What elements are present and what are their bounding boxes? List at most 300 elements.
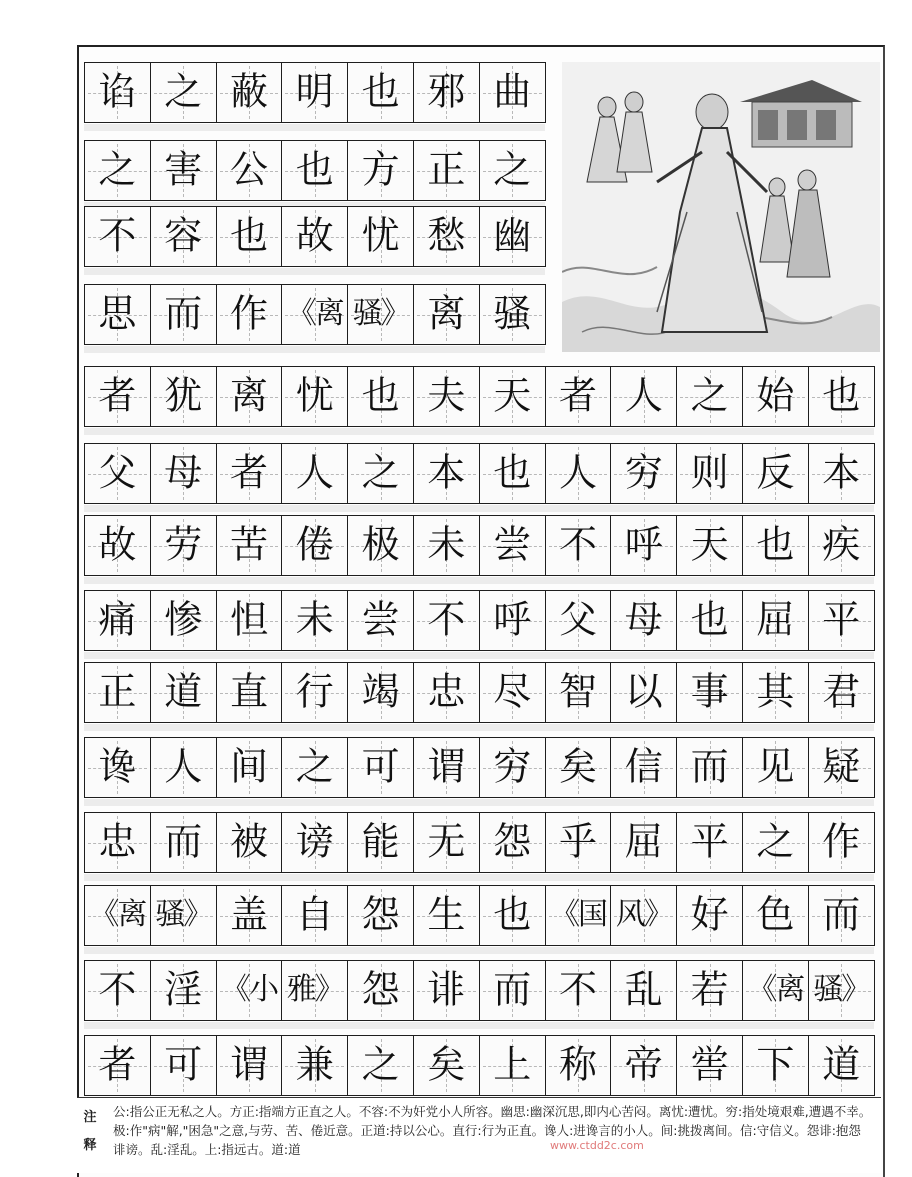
grid-character: 父 [558,596,597,641]
grid-character: 不 [98,212,137,257]
row-divider [84,652,874,659]
grid-cell [216,366,283,427]
grid-character: 之 [756,818,795,863]
grid-cell [216,284,283,345]
grid-cell [413,812,480,873]
grid-character: 曲 [493,68,532,113]
grid-cell [150,62,217,123]
grid-character: 乎 [558,818,597,863]
grid-character: 故 [295,212,334,257]
grid-character: 而 [164,818,203,863]
grid-character: 兼 [295,1041,334,1086]
grid-cell [84,140,151,201]
grid-character: 离 [229,372,268,417]
grid-cell [84,284,151,345]
grid-character: 骚》 [813,971,870,1007]
grid-character: 竭 [361,668,400,713]
grid-cell [545,443,612,504]
grid-character: 父 [98,449,137,494]
grid-cell [347,62,414,123]
grid-cell [281,366,348,427]
grid-character: 不 [427,596,466,641]
grid-cell [808,737,875,798]
grid-cell [347,812,414,873]
grid-cell [413,206,480,267]
grid-cell [150,284,217,345]
grid-cell [84,662,151,723]
grid-cell [150,812,217,873]
grid-cell [610,443,677,504]
grid-character: 其 [756,668,795,713]
grid-cell [808,515,875,576]
grid-cell [479,1035,546,1096]
grid-cell [742,885,809,946]
grid-cell [84,885,151,946]
grid-character: 母 [624,596,663,641]
row-divider [84,124,545,131]
grid-cell [479,366,546,427]
grid-cell [413,443,480,504]
grid-cell [281,960,348,1021]
grid-cell [281,140,348,201]
grid-cell [808,662,875,723]
grid-character: 故 [98,521,137,566]
grid-character: 不 [98,966,137,1011]
grid-cell [281,737,348,798]
grid-character: 穷 [493,743,532,788]
grid-cell [479,62,546,123]
grid-character: 谄 [98,68,137,113]
grid-cell [216,812,283,873]
grid-cell [150,885,217,946]
row-divider [84,874,874,881]
grid-character: 屈 [624,818,663,863]
grid-character: 喾 [690,1041,729,1086]
grid-cell [150,206,217,267]
grid-cell [808,885,875,946]
grid-cell [413,662,480,723]
grid-character: 忠 [98,818,137,863]
grid-character: 幽 [493,212,532,257]
grid-character: 也 [295,146,334,191]
grid-character: 《离 [89,896,146,932]
grid-character: 平 [690,818,729,863]
grid-cell [84,366,151,427]
grid-character: 骚》 [155,896,212,932]
notes-text: 公:指公正无私之人。方正:指端方正直之人。不容:不为奸党小人所容。幽思:幽深沉思,即内心苦闷。离忧:遭忧。穷:指处境艰难,遭遇不幸。极:作"病"解,"困急"之意,与劳、苦、倦近意。正道:持以公心。直行:行为正直。谗人:进谗言的小人。间:挑拨离间。信:守信义。怨诽:抱怨诽谤。乱:淫乱。上:指远古。道:道 [113,1104,872,1157]
grid-character: 屈 [756,596,795,641]
grid-cell [413,590,480,651]
grid-cell [676,737,743,798]
grid-cell [347,960,414,1021]
grid-cell [216,590,283,651]
grid-cell [610,662,677,723]
qu-yuan-illustration [562,62,880,352]
grid-cell [281,284,348,345]
grid-cell [545,590,612,651]
grid-character: 也 [493,891,532,936]
grid-character: 忧 [361,212,400,257]
grid-cell [479,960,546,1021]
grid-cell [610,812,677,873]
grid-cell [545,1035,612,1096]
grid-character: 之 [361,1041,400,1086]
grid-cell [479,737,546,798]
grid-character: 方 [361,146,400,191]
grid-cell [150,443,217,504]
grid-cell [281,206,348,267]
grid-character: 本 [427,449,466,494]
grid-character: 行 [295,668,334,713]
grid-character: 天 [493,372,532,417]
grid-character: 人 [295,449,334,494]
grid-cell [347,1035,414,1096]
grid-character: 之 [690,372,729,417]
grid-cell [281,590,348,651]
grid-character: 本 [822,449,861,494]
grid-cell [413,1035,480,1096]
grid-cell [84,737,151,798]
row-divider [84,577,874,584]
grid-cell [676,812,743,873]
grid-cell [413,885,480,946]
grid-character: 若 [690,966,729,1011]
grid-character: 之 [295,743,334,788]
grid-character: 而 [690,743,729,788]
grid-character: 作 [822,818,861,863]
grid-cell [281,1035,348,1096]
grid-cell [150,140,217,201]
grid-cell [479,590,546,651]
grid-character: 《离 [286,295,343,331]
grid-character: 疾 [822,521,861,566]
grid-character: 公 [229,146,268,191]
grid-character: 被 [229,818,268,863]
grid-cell [808,1035,875,1096]
grid-cell [545,812,612,873]
grid-cell [347,885,414,946]
grid-cell [610,885,677,946]
grid-character: 间 [229,743,268,788]
grid-character: 谓 [427,743,466,788]
grid-character: 害 [164,146,203,191]
grid-character: 道 [822,1041,861,1086]
grid-cell [808,960,875,1021]
grid-cell [413,366,480,427]
grid-cell [742,443,809,504]
grid-character: 也 [229,212,268,257]
grid-character: 者 [558,372,597,417]
grid-character: 盖 [229,891,268,936]
grid-character: 也 [822,372,861,417]
grid-character: 呼 [493,596,532,641]
grid-cell [742,737,809,798]
grid-cell [216,960,283,1021]
grid-character: 乱 [624,966,663,1011]
grid-cell [216,206,283,267]
grid-cell [347,206,414,267]
grid-cell [742,812,809,873]
notes-section [77,1097,881,1173]
grid-character: 而 [822,891,861,936]
grid-cell [545,960,612,1021]
grid-cell [84,960,151,1021]
grid-cell [413,960,480,1021]
grid-cell [545,366,612,427]
grid-character: 始 [756,372,795,417]
grid-cell [84,1035,151,1096]
grid-character: 人 [558,449,597,494]
grid-character: 而 [493,966,532,1011]
grid-cell [610,1035,677,1096]
grid-cell [545,515,612,576]
grid-cell [216,515,283,576]
grid-character: 智 [558,668,597,713]
grid-character: 忠 [427,668,466,713]
grid-cell [281,443,348,504]
grid-cell [479,662,546,723]
grid-character: 尝 [493,521,532,566]
grid-character: 雅》 [286,971,343,1007]
grid-cell [808,812,875,873]
grid-character: 尝 [361,596,400,641]
illustration-drawing [562,62,880,352]
grid-character: 怨 [361,966,400,1011]
grid-character: 倦 [295,521,334,566]
grid-cell [84,590,151,651]
grid-character: 称 [558,1041,597,1086]
grid-character: 惨 [164,596,203,641]
grid-character: 邪 [427,68,466,113]
grid-cell [676,885,743,946]
grid-cell [479,140,546,201]
grid-character: 《国 [549,896,606,932]
grid-cell [479,284,546,345]
grid-cell [479,885,546,946]
grid-character: 正 [98,668,137,713]
grid-character: 帝 [624,1041,663,1086]
grid-character: 未 [427,521,466,566]
grid-cell [347,366,414,427]
grid-character: 离 [427,290,466,335]
grid-character: 之 [98,146,137,191]
grid-character: 信 [624,743,663,788]
grid-character: 自 [295,891,334,936]
grid-cell [479,443,546,504]
grid-cell [808,590,875,651]
grid-cell [150,1035,217,1096]
grid-character: 痛 [98,596,137,641]
grid-cell [150,662,217,723]
row-divider [84,428,874,435]
grid-character: 谗 [98,743,137,788]
grid-character: 诽 [427,966,466,1011]
grid-cell [676,590,743,651]
grid-character: 下 [756,1041,795,1086]
grid-character: 好 [690,891,729,936]
grid-character: 风》 [615,896,672,932]
grid-character: 谓 [229,1041,268,1086]
grid-character: 也 [361,372,400,417]
grid-character: 而 [164,290,203,335]
grid-cell [281,662,348,723]
grid-cell [479,515,546,576]
grid-character: 骚 [493,290,532,335]
grid-character: 极 [361,521,400,566]
grid-character: 谤 [295,818,334,863]
grid-character: 者 [98,1041,137,1086]
grid-cell [742,515,809,576]
grid-character: 之 [493,146,532,191]
grid-cell [150,590,217,651]
grid-cell [676,1035,743,1096]
grid-cell [216,737,283,798]
grid-character: 尽 [493,668,532,713]
grid-character: 不 [558,521,597,566]
grid-cell [610,590,677,651]
grid-character: 则 [690,449,729,494]
grid-cell [676,515,743,576]
grid-character: 天 [690,521,729,566]
grid-character: 君 [822,668,861,713]
grid-cell [150,366,217,427]
grid-character: 骚》 [352,295,409,331]
row-divider [84,505,874,512]
grid-cell [742,960,809,1021]
grid-cell [150,515,217,576]
grid-character: 蔽 [229,68,268,113]
grid-character: 母 [164,449,203,494]
grid-character: 反 [756,449,795,494]
grid-cell [676,366,743,427]
grid-character: 明 [295,68,334,113]
grid-cell [84,206,151,267]
grid-cell [281,812,348,873]
grid-cell [413,737,480,798]
grid-character: 呼 [624,521,663,566]
grid-cell [347,662,414,723]
grid-cell [676,960,743,1021]
row-divider [84,268,545,275]
grid-cell [216,662,283,723]
grid-cell [347,140,414,201]
grid-character: 见 [756,743,795,788]
grid-character: 事 [690,668,729,713]
grid-cell [610,960,677,1021]
row-divider [84,346,545,353]
row-divider [84,724,874,731]
grid-character: 矣 [558,743,597,788]
grid-cell [150,960,217,1021]
grid-cell [610,737,677,798]
grid-character: 疑 [822,743,861,788]
row-divider [84,1022,874,1029]
grid-character: 以 [624,668,663,713]
grid-cell [742,590,809,651]
row-divider [84,799,874,806]
grid-cell [84,443,151,504]
grid-cell [610,366,677,427]
grid-character: 怛 [229,596,268,641]
grid-cell [545,662,612,723]
grid-character: 夫 [427,372,466,417]
grid-cell [742,1035,809,1096]
grid-character: 犹 [164,372,203,417]
grid-character: 苦 [229,521,268,566]
grid-character: 能 [361,818,400,863]
grid-character: 《小 [220,971,277,1007]
grid-cell [347,443,414,504]
grid-character: 忧 [295,372,334,417]
grid-cell [281,515,348,576]
grid-cell [216,1035,283,1096]
grid-cell [84,515,151,576]
grid-character: 《离 [747,971,804,1007]
grid-cell [676,662,743,723]
grid-character: 之 [164,68,203,113]
grid-character: 可 [164,1041,203,1086]
grid-cell [545,737,612,798]
grid-cell [413,140,480,201]
grid-character: 生 [427,891,466,936]
watermark: www.ctdd2c.com [550,1139,644,1152]
notes-label: 注释 [83,1110,97,1153]
grid-character: 者 [229,449,268,494]
grid-character: 矣 [427,1041,466,1086]
grid-character: 怨 [493,818,532,863]
grid-character: 也 [756,521,795,566]
grid-character: 上 [493,1041,532,1086]
grid-cell [84,62,151,123]
grid-cell [742,662,809,723]
grid-cell [413,62,480,123]
grid-cell [479,206,546,267]
grid-character: 愁 [427,212,466,257]
grid-character: 容 [164,212,203,257]
grid-character: 怨 [361,891,400,936]
grid-cell [808,443,875,504]
grid-cell [281,885,348,946]
grid-cell [84,812,151,873]
grid-character: 也 [690,596,729,641]
grid-cell [216,62,283,123]
grid-character: 道 [164,668,203,713]
grid-cell [347,284,414,345]
row-divider [84,947,874,954]
grid-cell [347,737,414,798]
grid-character: 者 [98,372,137,417]
grid-character: 淫 [164,966,203,1011]
grid-character: 也 [361,68,400,113]
grid-cell [808,366,875,427]
grid-cell [347,515,414,576]
grid-cell [742,366,809,427]
grid-cell [479,812,546,873]
grid-character: 无 [427,818,466,863]
grid-cell [413,284,480,345]
grid-character: 直 [229,668,268,713]
grid-cell [413,515,480,576]
grid-character: 不 [558,966,597,1011]
grid-cell [347,590,414,651]
grid-character: 色 [756,891,795,936]
grid-character: 正 [427,146,466,191]
grid-character: 人 [624,372,663,417]
grid-cell [216,140,283,201]
grid-character: 劳 [164,521,203,566]
grid-character: 之 [361,449,400,494]
grid-cell [216,443,283,504]
